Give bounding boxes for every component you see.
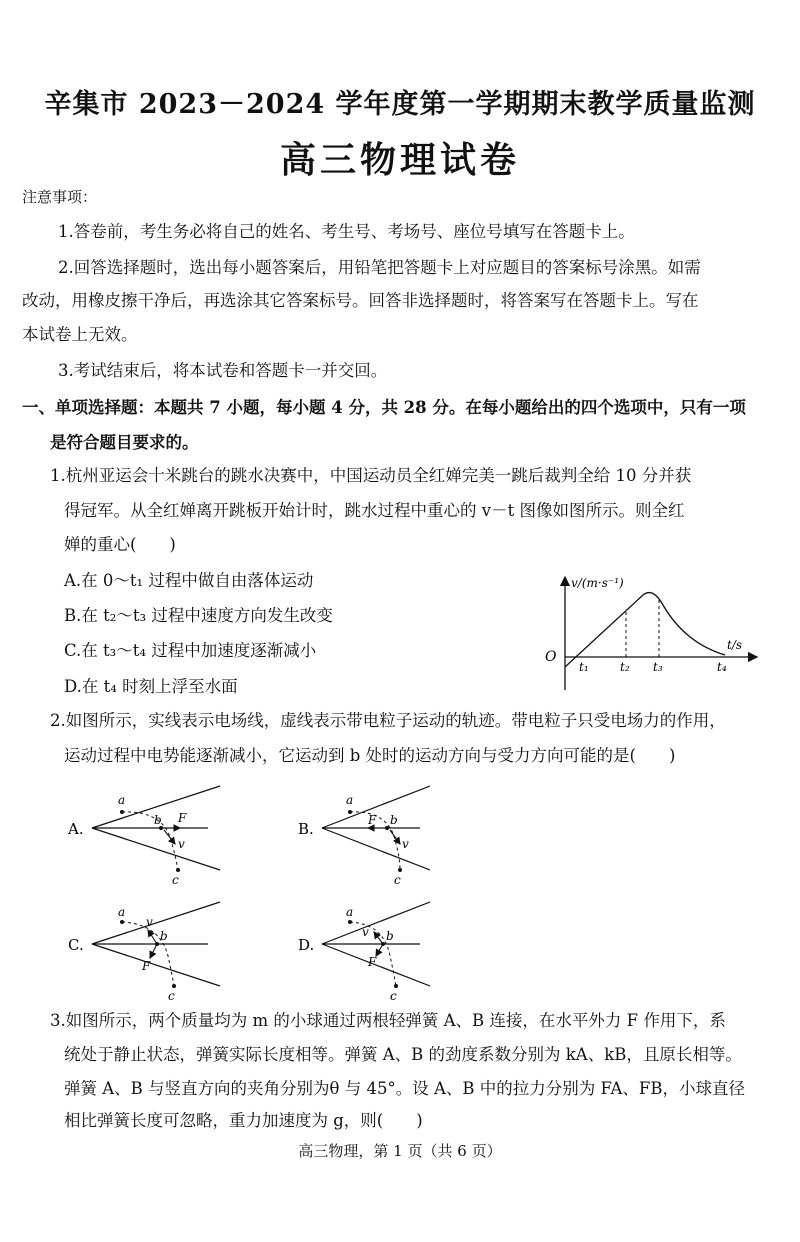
q2-option-b-diagram	[298, 786, 430, 887]
q1-stem-line1: 1.杭州亚运会十米跳台的跳水决赛中，中国运动员全红婵完美一跳后裁判全给 10 分并获	[50, 466, 692, 485]
q1-stem-line2: 得冠军。从全红婵离开跳板开始计时，跳水过程中重心的 v－t 图像如图所示。则全红	[64, 501, 685, 520]
notes-item-3: 3.考试结束后，将本试卷和答题卡一并交回。	[58, 361, 388, 380]
q2-option-b-letter: B.	[298, 820, 314, 838]
vt-curve	[565, 593, 725, 667]
svg-text:b: b	[386, 929, 394, 943]
svg-text:c: c	[168, 989, 175, 1000]
section-heading-line1: 一、单项选择题：本题共 7 小题，每小题 4 分，共 28 分。在每小题给出的四个选项中，只有一项	[22, 398, 746, 417]
q2-option-a-letter: A.	[68, 820, 84, 838]
svg-text:v: v	[402, 837, 409, 851]
q2-stem-line2: 运动过程中电势能逐渐减小，它运动到 b 处时的运动方向与受力方向可能的是( )	[64, 746, 676, 765]
svg-text:c: c	[394, 873, 401, 887]
q2-stem-line1: 2.如图所示，实线表示电场线，虚线表示带电粒子运动的轨迹。带电粒子只受电场力的作用，	[50, 711, 726, 730]
q2-option-a-diagram	[67, 786, 220, 887]
tick-t3: t₃	[653, 660, 663, 674]
q2-option-d-letter: D.	[298, 936, 315, 954]
svg-text:c: c	[172, 873, 179, 887]
q1-stem-line3: 婵的重心( )	[64, 535, 176, 554]
svg-text:a: a	[346, 905, 354, 919]
svg-text:F: F	[368, 813, 377, 827]
exam-title: 辛集市 2023－2024 学年度第一学期期末教学质量监测	[44, 89, 756, 120]
q2-diagrams	[60, 780, 430, 1000]
notes-item-2-line1: 2.回答选择题时，选出每小题答案后，用铅笔把答题卡上对应题目的答案标号涂黑。如需	[58, 258, 701, 277]
tick-t1: t₁	[579, 660, 589, 674]
x-axis-label: t/s	[727, 638, 743, 652]
svg-text:b: b	[154, 813, 162, 827]
q1-vt-graph	[535, 565, 765, 695]
page-footer: 高三物理，第 1 页（共 6 页）	[298, 1142, 502, 1160]
y-axis-label: v/(m·s⁻¹)	[571, 576, 624, 590]
svg-text:F: F	[368, 955, 377, 969]
origin-label: O	[545, 649, 557, 665]
notes-item-1: 1.答卷前，考生务必将自己的姓名、考生号、考场号、座位号填写在答题卡上。	[58, 222, 635, 241]
svg-text:F: F	[178, 811, 187, 825]
notes-item-2-line3: 本试卷上无效。	[22, 325, 138, 344]
tick-t2: t₂	[620, 660, 630, 674]
svg-text:a: a	[118, 905, 126, 919]
svg-text:v: v	[362, 925, 369, 939]
q3-stem-line4: 相比弹簧长度可忽略，重力加速度为 g，则( )	[64, 1111, 423, 1130]
q2-option-c-diagram	[68, 902, 220, 1000]
svg-text:v: v	[146, 915, 153, 929]
q3-stem-line2: 统处于静止状态，弹簧实际长度相等。弹簧 A、B 的劲度系数分别为 kA、kB，且原长相等。	[64, 1045, 742, 1064]
svg-text:b: b	[160, 929, 168, 943]
notes-item-2-line2: 改动，用橡皮擦干净后，再选涂其它答案标号。回答非选择题时，将答案写在答题卡上。写在	[22, 291, 699, 310]
tick-t4: t₄	[717, 660, 727, 674]
svg-text:a: a	[346, 793, 354, 807]
q1-option-c: C.在 t₃～t₄ 过程中加速度逐渐减小	[64, 641, 317, 660]
notes-heading: 注意事项：	[22, 188, 98, 206]
q1-option-b: B.在 t₂～t₃ 过程中速度方向发生改变	[64, 606, 333, 625]
svg-text:c: c	[390, 989, 397, 1000]
section-heading-line2: 是符合题目要求的。	[50, 433, 199, 452]
q1-option-a: A.在 0～t₁ 过程中做自由落体运动	[64, 571, 314, 590]
q1-option-d: D.在 t₄ 时刻上浮至水面	[64, 677, 238, 696]
q2-option-d-diagram	[298, 902, 430, 1000]
svg-text:v: v	[178, 837, 185, 851]
q2-option-c-letter: C.	[68, 936, 84, 954]
svg-text:F: F	[142, 959, 151, 973]
svg-text:a: a	[118, 793, 126, 807]
q3-stem-line3: 弹簧 A、B 与竖直方向的夹角分别为θ 与 45°。设 A、B 中的拉力分别为 FA、FB，小球直径	[64, 1079, 745, 1098]
exam-subtitle: 高三物理试卷	[279, 139, 520, 181]
q3-stem-line1: 3.如图所示，两个质量均为 m 的小球通过两根轻弹簧 A、B 连接，在水平外力 F 作用下，系	[50, 1011, 726, 1030]
svg-text:b: b	[390, 813, 398, 827]
